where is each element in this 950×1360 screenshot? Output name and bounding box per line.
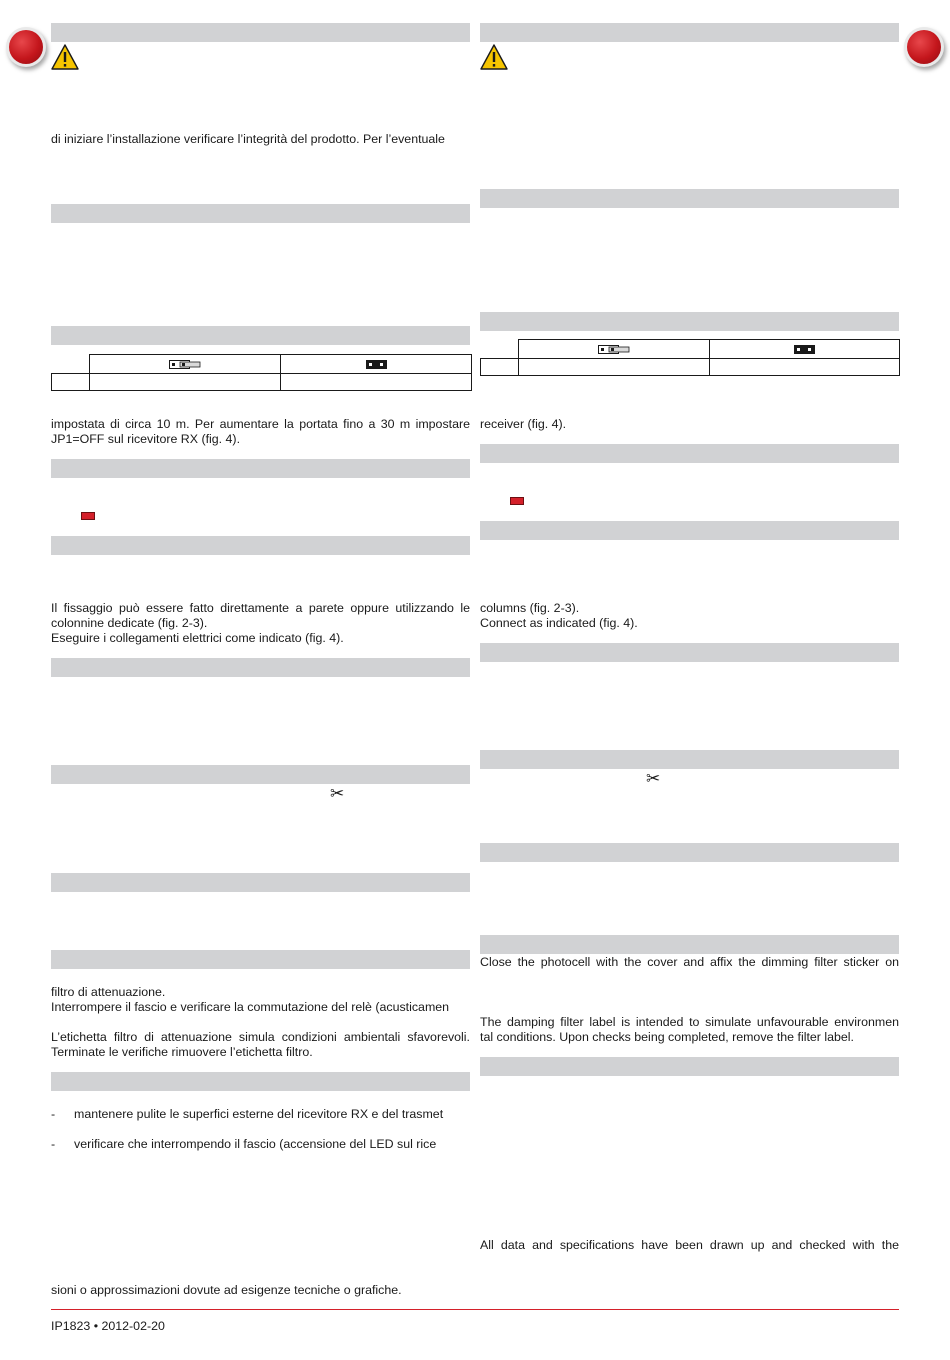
table-cell [281,374,472,391]
section-header-bar [480,312,899,331]
jumper-closed-icon [366,360,387,369]
fixing-text-line: colonnine dedicate (fig. 2-3). [51,616,208,630]
table-cell [710,359,900,376]
section-header-bar [480,444,899,463]
section-header-bar [51,765,470,784]
jumper-table-left [51,354,472,391]
range-text-line: impostata di circa 10 m. Per aumentare la portata fino a 30 m impostare [51,417,470,431]
jumper-header-cell [519,340,710,359]
section-header-bar [51,204,470,223]
table-cell [52,374,90,391]
section-header-bar [480,23,899,42]
jumper-table-right [480,339,900,376]
range-text-line: receiver (fig. 4). [480,417,567,431]
disclaimer-text-line: sioni o approssimazioni dovute ad esigenze tecniche o grafiche. [51,1283,402,1297]
data-disclaimer-text-line: All data and specifications have been drawn up and checked with the [480,1238,899,1252]
maintenance-item: verificare che interrompendo il fascio (accensione del LED sul rice [74,1137,437,1151]
section-header-bar [51,873,470,892]
table-corner-cell [481,340,519,359]
footer-divider [51,1309,899,1310]
table-cell [481,359,519,376]
fixing-text-line: Il fissaggio può essere fatto direttamente a parete oppure utilizzando le [51,601,470,615]
table-cell [90,374,281,391]
section-header-bar [51,658,470,677]
section-header-bar [51,1072,470,1091]
jumper-header-cell [90,355,281,374]
fixing-text-line: Connect as indicated (fig. 4). [480,616,638,630]
warning-triangle-icon [51,44,79,70]
red-ball-icon-left [9,30,43,64]
section-header-bar [480,750,899,769]
jumper-open-icon [169,360,201,369]
maintenance-item: mantenere pulite le superfici esterne del ricevitore RX e del trasmet [74,1107,444,1121]
test-text-line: L’etichetta filtro di attenuazione simula condizioni ambientali sfavorevoli. [51,1030,470,1044]
scissors-icon: ✂ [646,769,661,789]
warning-triangle-icon [480,44,508,70]
section-header-bar [480,189,899,208]
section-header-bar [51,950,470,969]
footer-document-code: IP1823 • 2012-02-20 [51,1319,165,1333]
jumper-header-cell [281,355,472,374]
section-header-bar [480,521,899,540]
test-text-line: tal conditions. Upon checks being completed, remove the filter label. [480,1030,854,1044]
list-bullet-dash: - [51,1137,56,1151]
section-header-bar [51,326,470,345]
section-header-bar [480,935,899,954]
list-bullet-dash: - [51,1107,56,1121]
jumper-closed-icon [794,345,815,354]
range-text-line: JP1=OFF sul ricevitore RX (fig. 4). [51,432,241,446]
section-header-bar [51,23,470,42]
test-text-line: The damping filter label is intended to simulate unfavourable environmen [480,1015,899,1029]
test-text-line: filtro di attenuazione. [51,985,166,999]
check-product-text: di iniziare l’installazione verificare l’integrità del prodotto. Per l’eventuale [51,132,445,146]
red-led-icon [510,497,524,505]
jumper-header-cell [710,340,900,359]
jumper-open-icon [598,345,630,354]
table-corner-cell [52,355,90,374]
section-header-bar [480,843,899,862]
section-header-bar [51,459,470,478]
test-text-line: Interrompere il fascio e verificare la commutazione del relè (acusticamen [51,1000,450,1014]
fixing-text-line: Eseguire i collegamenti elettrici come indicato (fig. 4). [51,631,344,645]
fixing-text-line: columns (fig. 2-3). [480,601,580,615]
table-cell [519,359,710,376]
red-led-icon [81,512,95,520]
scissors-icon: ✂ [330,784,345,804]
red-ball-icon-right [907,30,941,64]
test-text-line: Terminate le verifiche rimuovere l’etichetta filtro. [51,1045,313,1059]
section-header-bar [480,643,899,662]
test-text-line: Close the photocell with the cover and affix the dimming filter sticker on [480,955,899,969]
section-header-bar [51,536,470,555]
section-header-bar [480,1057,899,1076]
